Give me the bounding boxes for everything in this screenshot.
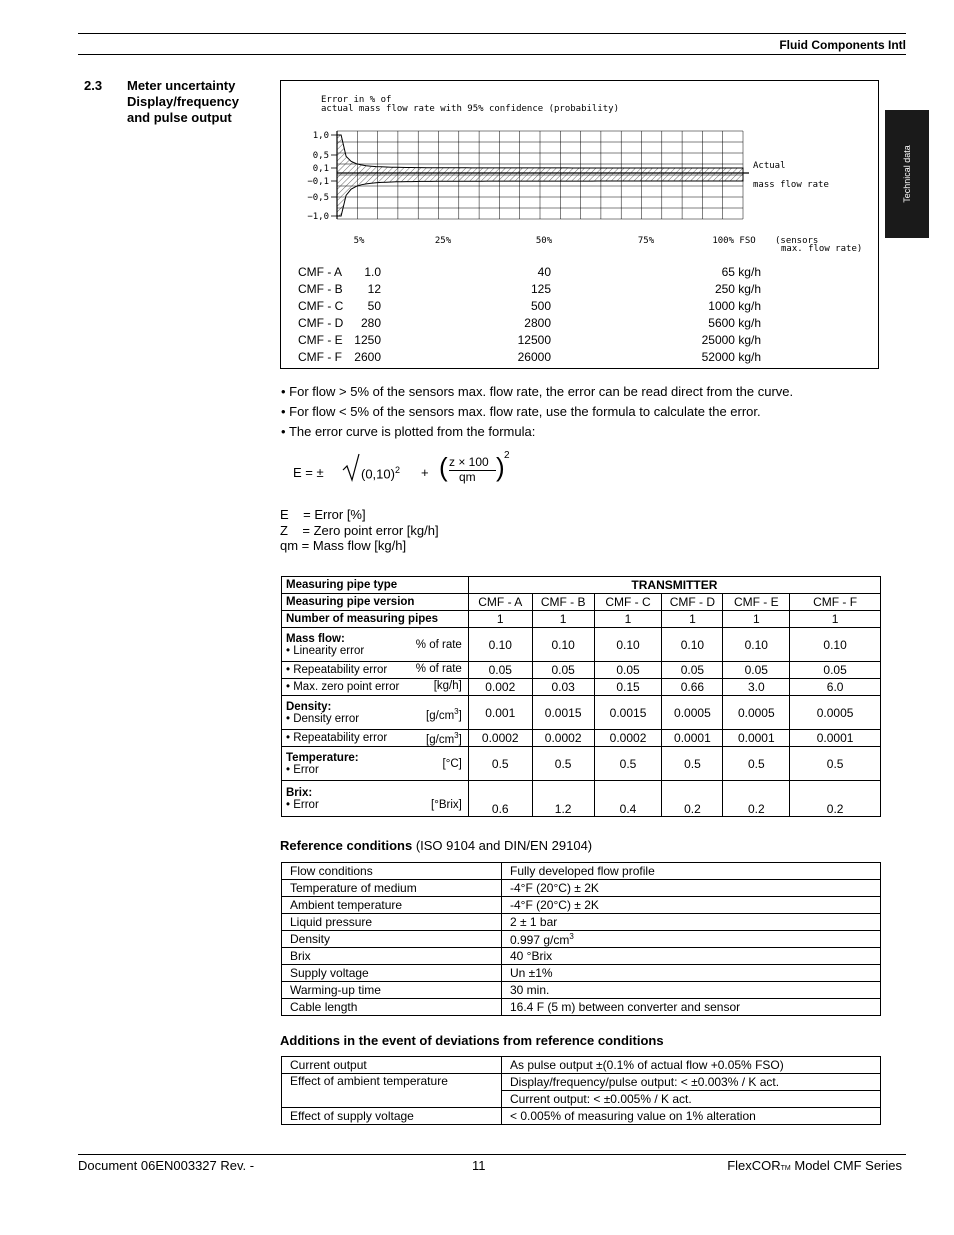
additions-key: Current output bbox=[282, 1057, 502, 1074]
formula-numerator: z × 100 bbox=[449, 455, 489, 469]
side-tab-label: Technical data bbox=[902, 145, 912, 203]
brix-cell bbox=[282, 781, 469, 817]
additions-heading: Additions in the event of deviations from reference conditions bbox=[280, 1033, 664, 1048]
cmf-value-b: 125 bbox=[530, 282, 551, 296]
cmf-value-a: 1250 bbox=[354, 333, 381, 347]
density-value: 0.001 bbox=[468, 696, 532, 730]
temp-value: 0.5 bbox=[723, 747, 790, 781]
cmf-name: CMF - E bbox=[298, 333, 343, 347]
reference-row bbox=[282, 863, 881, 880]
reference-value-text: 30 min. bbox=[510, 983, 550, 997]
section-title-line: Meter uncertainty bbox=[127, 78, 236, 93]
cmf-name: CMF - B bbox=[298, 282, 343, 296]
linearity-cell: 0.10 bbox=[468, 628, 532, 662]
number-cell: 1 bbox=[723, 611, 790, 628]
reference-row bbox=[282, 914, 881, 931]
cmf-value-b: 12500 bbox=[517, 333, 551, 347]
brix-value: 1.2 bbox=[532, 781, 594, 817]
number-cell: 1 bbox=[790, 611, 881, 628]
reference-value bbox=[502, 948, 881, 965]
reference-heading-rest: (ISO 9104 and DIN/EN 29104) bbox=[412, 838, 593, 853]
number-cell: 1 bbox=[594, 611, 662, 628]
reference-value-text: 2 ± 1 bar bbox=[510, 915, 558, 929]
formula-legend bbox=[280, 507, 439, 554]
repeat-value: 0.05 bbox=[790, 662, 881, 679]
y-tick-label: 1,0 bbox=[312, 131, 329, 141]
number-cell: 1 bbox=[468, 611, 532, 628]
mass-flow-cell bbox=[282, 628, 469, 662]
temp-value: 0.5 bbox=[662, 747, 723, 781]
temp-label: Temperature: bbox=[286, 751, 359, 764]
cmf-value-c: 5600 kg/h bbox=[708, 316, 761, 330]
linearity-cell: 0.10 bbox=[594, 628, 662, 662]
bullet-text: For flow > 5% of the sensors max. flow rate, the error can be read direct from the curve. bbox=[289, 384, 794, 399]
reference-value bbox=[502, 914, 881, 931]
cmf-value-c: 250 kg/h bbox=[714, 282, 761, 296]
chart-title-line-2: actual mass flow rate with 95% confidence (probability) bbox=[321, 104, 620, 114]
brix-value: 0.2 bbox=[723, 781, 790, 817]
footer-document: Document 06EN003327 Rev. - bbox=[78, 1158, 255, 1173]
temp-value: 0.5 bbox=[790, 747, 881, 781]
cmf-value-b: 40 bbox=[537, 265, 551, 279]
section-title bbox=[127, 78, 239, 126]
zero-value: 0.002 bbox=[468, 679, 532, 696]
zero-value: 0.15 bbox=[594, 679, 662, 696]
density-rep-label: • Repeatability error bbox=[286, 732, 388, 744]
h-version: Measuring pipe version bbox=[282, 594, 469, 611]
density-rep-value: 0.0001 bbox=[790, 730, 881, 747]
actual-label-2: mass flow rate bbox=[753, 180, 829, 190]
brix-value: 0.6 bbox=[468, 781, 532, 817]
x-axis-note-2: max. flow rate) bbox=[781, 244, 863, 254]
formula-term1 bbox=[361, 465, 400, 481]
brix-label: Brix: bbox=[286, 786, 313, 799]
repeat-value: 0.05 bbox=[468, 662, 532, 679]
density-rep-value: 0.0002 bbox=[468, 730, 532, 747]
cmf-name: CMF - D bbox=[298, 316, 344, 330]
zero-cell bbox=[282, 679, 469, 696]
zero-label: • Max. zero point error bbox=[286, 681, 400, 693]
chart-title-line-1: Error in % of bbox=[321, 95, 392, 105]
density-unit-text: [g/cm bbox=[426, 709, 455, 722]
brix-value: 0.2 bbox=[790, 781, 881, 817]
additions-table bbox=[281, 1056, 881, 1125]
zero-value: 0.66 bbox=[662, 679, 723, 696]
version-cell: CMF - C bbox=[594, 594, 662, 611]
formula-term1-text: (0,10) bbox=[361, 466, 395, 482]
cmf-value-a: 280 bbox=[360, 316, 381, 330]
zero-value: 6.0 bbox=[790, 679, 881, 696]
density-value: 0.0015 bbox=[532, 696, 594, 730]
version-cell: CMF - E bbox=[723, 594, 790, 611]
reference-value-text: 0.997 g/cm bbox=[510, 932, 570, 947]
reference-key: Supply voltage bbox=[282, 965, 502, 982]
cmf-name: CMF - F bbox=[298, 350, 342, 364]
y-tick-label: 0,1 bbox=[312, 164, 329, 174]
version-cell: CMF - D bbox=[662, 594, 723, 611]
y-tick-label: −0,1 bbox=[307, 177, 329, 187]
reference-table bbox=[281, 862, 881, 1016]
reference-key: Density bbox=[282, 931, 502, 948]
reference-row bbox=[282, 931, 881, 948]
density-value: 0.0015 bbox=[594, 696, 662, 730]
h-type: Measuring pipe type bbox=[282, 577, 469, 594]
bullet-item: • For flow < 5% of the sensors max. flow rate, use the formula to calculate the error. bbox=[281, 404, 761, 419]
additions-value: As pulse output ±(0.1% of actual flow +0.05% FSO) bbox=[502, 1057, 881, 1074]
density-rep-unit-sup: 3 bbox=[454, 731, 459, 740]
cmf-value-a: 50 bbox=[367, 299, 381, 313]
additions-value: Display/frequency/pulse output: < ±0.003% / K act. bbox=[502, 1074, 881, 1091]
density-rep-value: 0.0001 bbox=[723, 730, 790, 747]
reference-key: Temperature of medium bbox=[282, 880, 502, 897]
zero-unit: [kg/h] bbox=[433, 680, 462, 692]
chart-ticks bbox=[307, 131, 755, 246]
spec-table bbox=[281, 576, 881, 817]
reference-value bbox=[502, 880, 881, 897]
footer-page-number: 11 bbox=[472, 1158, 486, 1173]
cmf-value-c: 52000 kg/h bbox=[701, 350, 761, 364]
bullet-item: • For flow > 5% of the sensors max. flow rate, the error can be read direct from the curve. bbox=[281, 384, 794, 399]
side-tab bbox=[885, 110, 929, 238]
additions-key: Effect of supply voltage bbox=[282, 1108, 502, 1125]
linearity-cell: 0.10 bbox=[723, 628, 790, 662]
additions-key: Effect of ambient temperature bbox=[282, 1074, 502, 1108]
section-title-line: and pulse output bbox=[127, 110, 232, 125]
reference-value bbox=[502, 897, 881, 914]
actual-label: Actual bbox=[753, 161, 786, 171]
density-unit bbox=[426, 707, 462, 722]
reference-value bbox=[502, 999, 881, 1016]
footer-product-name: FlexCOR bbox=[727, 1158, 781, 1173]
repeat-value: 0.05 bbox=[594, 662, 662, 679]
cmf-value-c: 1000 kg/h bbox=[708, 299, 761, 313]
y-tick-label: −1,0 bbox=[307, 212, 329, 222]
reference-value-text: -4°F (20°C) ± 2K bbox=[510, 881, 599, 895]
density-unit-sup: 3 bbox=[454, 707, 459, 716]
number-cell: 1 bbox=[532, 611, 594, 628]
zero-value: 3.0 bbox=[723, 679, 790, 696]
bullet-text: The error curve is plotted from the formula: bbox=[288, 424, 536, 439]
cmf-value-b: 26000 bbox=[517, 350, 551, 364]
repeat-value: 0.05 bbox=[662, 662, 723, 679]
mass-flow-label: Mass flow: bbox=[286, 632, 345, 645]
cmf-value-c: 25000 kg/h bbox=[701, 333, 761, 347]
header-rule-bottom bbox=[78, 54, 906, 55]
bullet-text: For flow < 5% of the sensors max. flow rate, use the formula to calculate the error. bbox=[289, 404, 761, 419]
reference-row bbox=[282, 897, 881, 914]
density-cell bbox=[282, 696, 469, 730]
formula-paren-close: ) bbox=[496, 452, 505, 482]
density-rep-value: 0.0002 bbox=[594, 730, 662, 747]
x-tick-label: 75% bbox=[637, 236, 655, 246]
version-cell: CMF - B bbox=[532, 594, 594, 611]
reference-key: Liquid pressure bbox=[282, 914, 502, 931]
density-value: 0.0005 bbox=[790, 696, 881, 730]
y-tick-label: −0,5 bbox=[307, 193, 329, 203]
reference-value-text: Un ±1% bbox=[510, 966, 553, 980]
sqrt-sign bbox=[341, 452, 361, 484]
linearity-cell: 0.10 bbox=[532, 628, 594, 662]
formula-plus: + bbox=[421, 465, 429, 480]
density-rep-unit-close: ] bbox=[458, 733, 462, 746]
reference-heading bbox=[280, 838, 592, 853]
additions-value: Current output: < ±0.005% / K act. bbox=[502, 1091, 881, 1108]
reference-key: Brix bbox=[282, 948, 502, 965]
reference-value-text: -4°F (20°C) ± 2K bbox=[510, 898, 599, 912]
bullet-item: • The error curve is plotted from the formula: bbox=[281, 424, 536, 439]
reference-key: Warming-up time bbox=[282, 982, 502, 999]
density-err-label: • Density error bbox=[286, 712, 360, 725]
header-rule-top bbox=[78, 33, 906, 34]
brix-value: 0.2 bbox=[662, 781, 723, 817]
brix-value: 0.4 bbox=[594, 781, 662, 817]
cmf-name: CMF - A bbox=[298, 265, 342, 279]
formula-denominator: qm bbox=[459, 470, 476, 484]
footer-tm: TM bbox=[780, 1165, 791, 1172]
repeat-value: 0.05 bbox=[723, 662, 790, 679]
formula-paren-open: ( bbox=[439, 452, 448, 482]
number-cell: 1 bbox=[662, 611, 723, 628]
cmf-value-b: 2800 bbox=[524, 316, 551, 330]
temp-value: 0.5 bbox=[468, 747, 532, 781]
h-number: Number of measuring pipes bbox=[282, 611, 469, 628]
reference-value bbox=[502, 863, 881, 880]
company-name: Fluid Components Intl bbox=[779, 38, 906, 52]
brix-unit: [°Brix] bbox=[431, 799, 462, 811]
reference-key: Flow conditions bbox=[282, 863, 502, 880]
legend-line: qm = Mass flow [kg/h] bbox=[280, 538, 407, 553]
linearity-label: • Linearity error bbox=[286, 644, 365, 657]
formula-lhs: E = ± bbox=[293, 465, 324, 480]
x-tick-label: 25% bbox=[434, 236, 452, 246]
reference-value-text: 40 °Brix bbox=[510, 949, 553, 963]
linearity-cell: 0.10 bbox=[790, 628, 881, 662]
cmf-value-a: 2600 bbox=[354, 350, 381, 364]
reference-heading-bold: Reference conditions bbox=[280, 838, 413, 853]
reference-key: Ambient temperature bbox=[282, 897, 502, 914]
cmf-value-b: 500 bbox=[530, 299, 551, 313]
repeat-label: • Repeatability error bbox=[286, 664, 388, 676]
error-chart-box bbox=[280, 80, 879, 369]
footer-product bbox=[727, 1158, 902, 1173]
legend-line: E = Error [%] bbox=[280, 507, 366, 522]
formula-exp: 2 bbox=[394, 465, 400, 475]
x-axis-note-1: (sensors bbox=[775, 236, 819, 246]
cmf-value-c: 65 kg/h bbox=[721, 265, 761, 279]
reference-row bbox=[282, 999, 881, 1016]
cmf-value-a: 12 bbox=[367, 282, 381, 296]
legend-line: Z = Zero point error [kg/h] bbox=[280, 522, 439, 538]
density-value: 0.0005 bbox=[723, 696, 790, 730]
density-label: Density: bbox=[286, 700, 332, 713]
temp-unit: [°C] bbox=[442, 758, 462, 770]
section-number: 2.3 bbox=[84, 78, 103, 93]
density-rep-cell bbox=[282, 730, 469, 747]
additions-value: < 0.005% of measuring value on 1% alteration bbox=[502, 1108, 881, 1125]
reference-row bbox=[282, 880, 881, 897]
reference-value-sup: 3 bbox=[569, 931, 574, 941]
version-cell: CMF - F bbox=[790, 594, 881, 611]
density-rep-unit bbox=[426, 731, 462, 746]
x-tick-label: 5% bbox=[353, 236, 365, 246]
version-cell: CMF - A bbox=[468, 594, 532, 611]
reference-key: Cable length bbox=[282, 999, 502, 1016]
footer-product-rest: Model CMF Series bbox=[790, 1158, 902, 1173]
zero-value: 0.03 bbox=[532, 679, 594, 696]
repeat-value: 0.05 bbox=[532, 662, 594, 679]
x-tick-label: 100% FSO bbox=[712, 236, 756, 246]
density-rep-value: 0.0001 bbox=[662, 730, 723, 747]
error-chart bbox=[281, 81, 878, 266]
repeat-unit: % of rate bbox=[415, 663, 462, 675]
cmf-value-a: 1.0 bbox=[364, 265, 381, 279]
reference-row bbox=[282, 965, 881, 982]
cmf-name: CMF - C bbox=[298, 299, 344, 313]
temp-cell bbox=[282, 747, 469, 781]
repeat-cell bbox=[282, 662, 469, 679]
section-title-line: Display/frequency bbox=[127, 94, 239, 109]
reference-value bbox=[502, 982, 881, 999]
temp-value: 0.5 bbox=[594, 747, 662, 781]
brix-err-label: • Error bbox=[286, 798, 319, 811]
reference-value-text: Fully developed flow profile bbox=[510, 864, 655, 878]
temp-err-label: • Error bbox=[286, 763, 319, 776]
density-rep-unit-text: [g/cm bbox=[426, 733, 455, 746]
y-tick-label: 0,5 bbox=[312, 151, 329, 161]
reference-value bbox=[502, 965, 881, 982]
reference-value-text: 16.4 F (5 m) between converter and sensor bbox=[510, 1000, 741, 1014]
formula-outer-exp: 2 bbox=[504, 450, 510, 461]
footer-rule bbox=[78, 1154, 906, 1155]
bullet-list bbox=[281, 384, 793, 444]
reference-row bbox=[282, 948, 881, 965]
error-formula bbox=[293, 452, 533, 492]
linearity-cell: 0.10 bbox=[662, 628, 723, 662]
linearity-unit: % of rate bbox=[415, 639, 462, 651]
density-rep-value: 0.0002 bbox=[532, 730, 594, 747]
density-unit-close: ] bbox=[458, 709, 462, 722]
reference-value bbox=[502, 931, 881, 948]
density-value: 0.0005 bbox=[662, 696, 723, 730]
x-tick-label: 50% bbox=[535, 236, 553, 246]
h-transmitter: TRANSMITTER bbox=[468, 577, 880, 594]
temp-value: 0.5 bbox=[532, 747, 594, 781]
reference-row bbox=[282, 982, 881, 999]
